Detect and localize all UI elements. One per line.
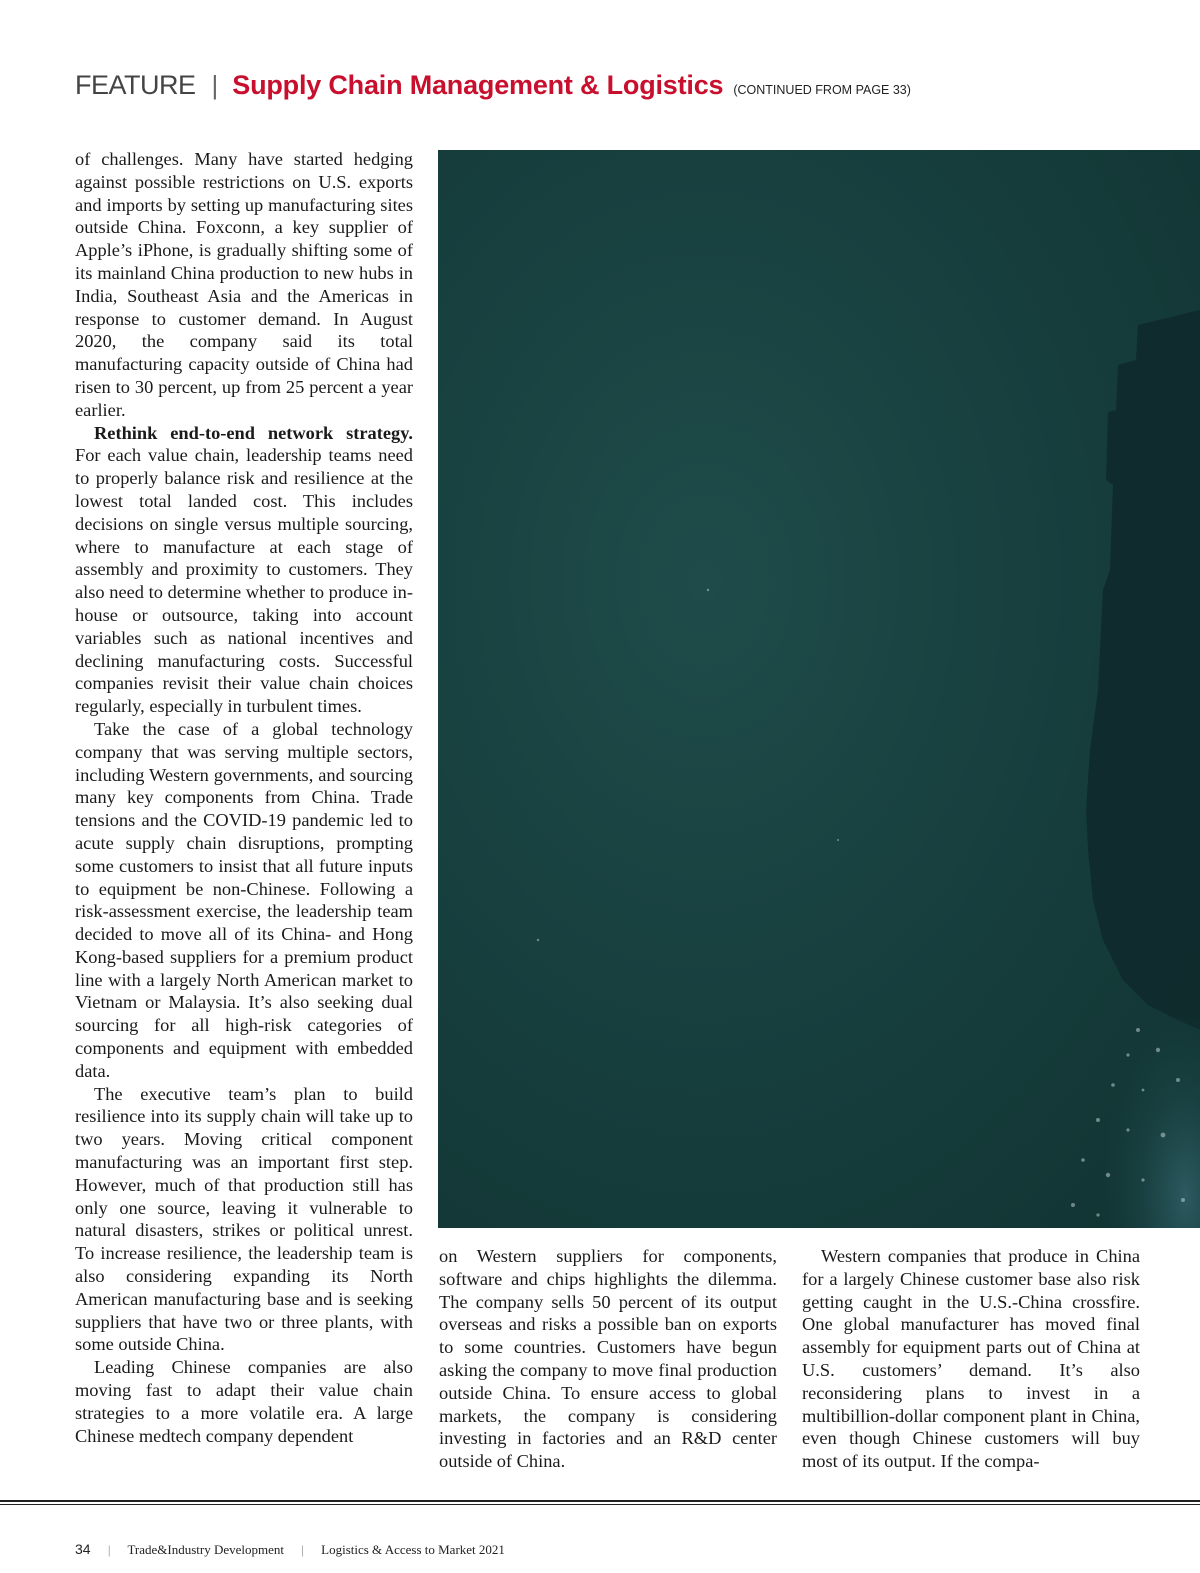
paragraph: on Western suppliers for components, software and chips highlights the dilemma. The company sells 50 percent of its output overseas and risks a possible ban on exports to some countries. Customers have begun asking the company to move final production outside China. To ensure access to global markets, the company is considering investing in factories and an R&D center outside of China. [439, 1246, 777, 1472]
paragraph: Western companies that produce in China for a largely Chinese customer base also risk getting caught in the U.S.-China crossfire. One global manufacturer has moved final assembly for equipment parts out of China at U.S. customers’ demand. It’s also reconsidering plans to invest in a multibillion-dollar component plant in China, even though Chinese customers will buy most of its output. If the compa- [802, 1246, 1140, 1472]
footer-rule-thin [0, 1504, 1200, 1505]
header-separator: | [211, 70, 219, 100]
paragraph: The executive team’s plan to build resilience into its supply chain will take up to two years. Moving critical component manufacturing was an important first step. However, much of that production still has only one source, leaving it vulnerable to natural disasters, strikes or political unrest. To increase resilience, the leadership team is also considering expanding its North American manufacturing base and is seeking suppliers that have two or three plants, with some outside China. [75, 1083, 413, 1355]
paragraph: Take the case of a global technology company that was serving multiple sectors, including Western governments, and sourcing many key components from China. Trade tensions and the COVID-19 pandemic led to acute supply chain disruptions, prompting some customers to insist that all future inputs to equipment be non-Chinese. Following a risk-assessment exercise, the leadership team decided to move all of its China- and Hong Kong-based suppliers for a premium product line with a largely North American market to Vietnam or Malaysia. It’s also seeking dual sourcing for all high-risk categories of components and equipment with embedded data. [75, 718, 413, 1081]
article-title: Supply Chain Management & Logistics [232, 70, 724, 100]
ship-illustration [438, 150, 1200, 1228]
paragraph [75, 422, 413, 718]
paragraph-body: For each value chain, leadership teams need to properly balance risk and resilience at the lowest total landed cost. This includes decisions on single versus multiple sourcing, where to manufacture at each stage of assembly and proximity to customers. They also need to determine whether to produce in-house or outsource, taking into account variables such as national incentives and declining manufacturing costs. Successful companies revisit their value chain choices regularly, especially in turbulent times. [75, 445, 413, 717]
page-footer [75, 1541, 505, 1558]
aerial-ship-photo [438, 150, 1200, 1228]
footer-rule [0, 1500, 1200, 1502]
text-column-3 [802, 1245, 1140, 1473]
footer-separator: | [107, 1542, 111, 1557]
text-column-1 [75, 148, 413, 1447]
footer-separator: | [301, 1542, 304, 1557]
foam-specks [537, 589, 1185, 1217]
section-label: FEATURE [75, 70, 196, 100]
paragraph: Leading Chinese companies are also moving fast to adapt their value chain strategies to a more volatile era. A large Chinese medtech company dependent [75, 1357, 413, 1446]
page-number: 34 [75, 1541, 91, 1557]
paragraph: of challenges. Many have started hedging against possible restrictions on U.S. exports and imports by setting up manufacturing sites outside China. Foxconn, a key supplier of Apple’s iPhone, is gradually shifting some of its mainland China production to new hubs in India, Southeast Asia and the Americas in response to customer demand. In August 2020, the company said its total manufacturing capacity outside of China had risen to 30 percent, up from 25 percent a year earlier. [75, 149, 413, 420]
issue-name: Logistics & Access to Market 2021 [321, 1542, 505, 1557]
text-column-2 [439, 1245, 777, 1473]
continued-note: (CONTINUED FROM PAGE 33) [733, 83, 911, 97]
ship-shadow [1086, 310, 1200, 1030]
subhead: Rethink end-to-end network strategy. [94, 422, 413, 443]
page-header [75, 70, 911, 110]
publication-name: Trade&Industry Development [127, 1542, 285, 1557]
